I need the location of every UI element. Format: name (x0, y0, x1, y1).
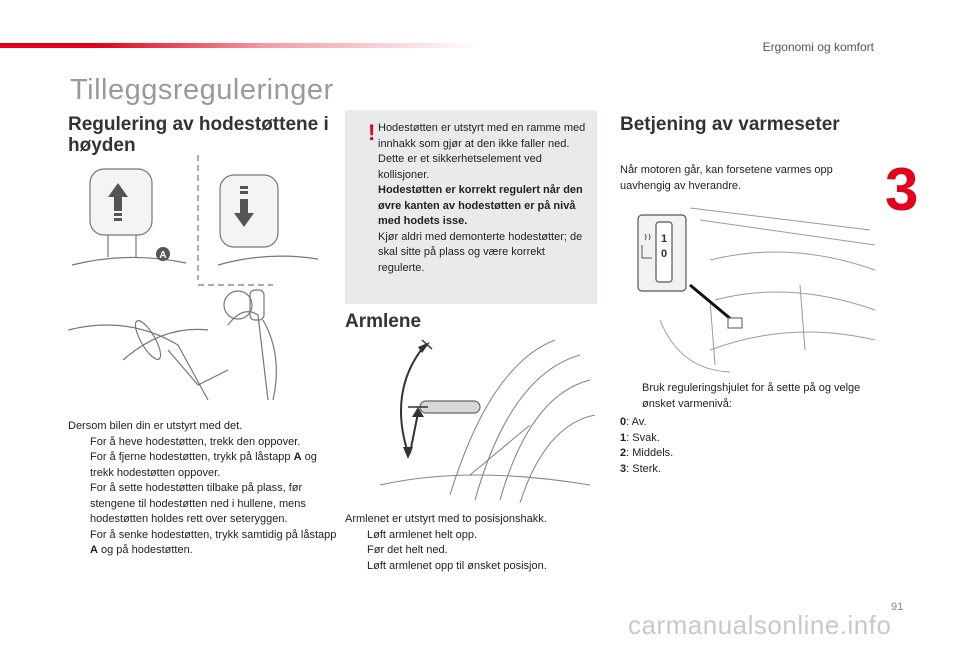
list-item: For å sette hodestøtten tilbake på plass, før stengene til hodestøtten ned i hullene, mens hodestøtten holdes rett over seteryggen. (90, 482, 306, 525)
heat-levels (620, 415, 820, 477)
warning-icon: ! (368, 120, 376, 145)
headrest-illustration (68, 155, 340, 400)
headrest-text (68, 419, 340, 559)
header-accent-bar (0, 43, 480, 48)
list-item: Før det helt ned. (367, 544, 448, 556)
list-item: For å senke hodestøtten, trykk samtidig på låstapp A og på hodestøtten. (90, 528, 337, 556)
level-item: 1: Svak. (620, 431, 660, 444)
armrest-intro: Armlenet er utstyrt med to posisjonshakk. (345, 513, 547, 525)
heated-seat-illustration (620, 200, 880, 375)
level-item: 2: Middels. (620, 447, 674, 459)
dial-location-icon (728, 318, 742, 328)
level-item: 3: Sterk. (620, 462, 661, 475)
list-item: Løft armlenet opp til ønsket posisjon. (367, 559, 547, 572)
warning-box (345, 110, 597, 304)
section-title: Ergonomi og komfort (762, 40, 874, 54)
headrest-heading: Regulering av hodestøttene i høyden (68, 114, 329, 156)
headrest-right (220, 175, 278, 247)
watermark: carmanualsonline.info (628, 610, 892, 640)
dial-label-1: 1 (660, 233, 668, 245)
armrest-part (420, 401, 480, 413)
armrest-illustration (380, 335, 600, 505)
warning-text-2: Kjør aldri med demonterte hodestøtter; de skal sitte på plass og være korrekt regulerte. (378, 230, 583, 274)
warning-bold: Hodestøtten er korrekt regulert når den øvre kanten av hodestøtten er på nivå med hodets isse. (378, 184, 583, 227)
warning-text-1: Hodestøtten er utstyrt med en ramme med innhakk som gjør at den ikke faller ned. Dette er et sikkerhetselement ved kollisjoner. (378, 122, 586, 181)
list-item: Løft armlenet helt opp. (367, 528, 478, 541)
heated-intro: Når motoren går, kan forsetene varmes opp uavhengig av hverandre. (620, 164, 833, 192)
armrest-heading: Armlene (345, 311, 422, 332)
chapter-number: 3 (885, 156, 919, 223)
dial-label-0: 0 (660, 248, 668, 260)
callout-a-label: A (159, 250, 167, 261)
list-item: For å fjerne hodestøtten, trykk på låstapp A og trekk hodestøtten oppover. (90, 451, 317, 479)
level-item: 0: Av. (620, 416, 647, 428)
headrest-intro: Dersom bilen din er utstyrt med det. (68, 420, 243, 432)
heated-step (620, 381, 870, 412)
armrest-text (345, 512, 595, 574)
heated-seats-heading: Betjening av varmeseter (620, 114, 840, 135)
page-number: 91 (891, 601, 904, 613)
list-item: For å heve hodestøtten, trekk den oppover. (90, 435, 301, 448)
list-item: Bruk reguleringshjulet for å sette på og velge ønsket varmenivå: (642, 382, 861, 410)
page-title: Tilleggsreguleringer (70, 74, 334, 106)
